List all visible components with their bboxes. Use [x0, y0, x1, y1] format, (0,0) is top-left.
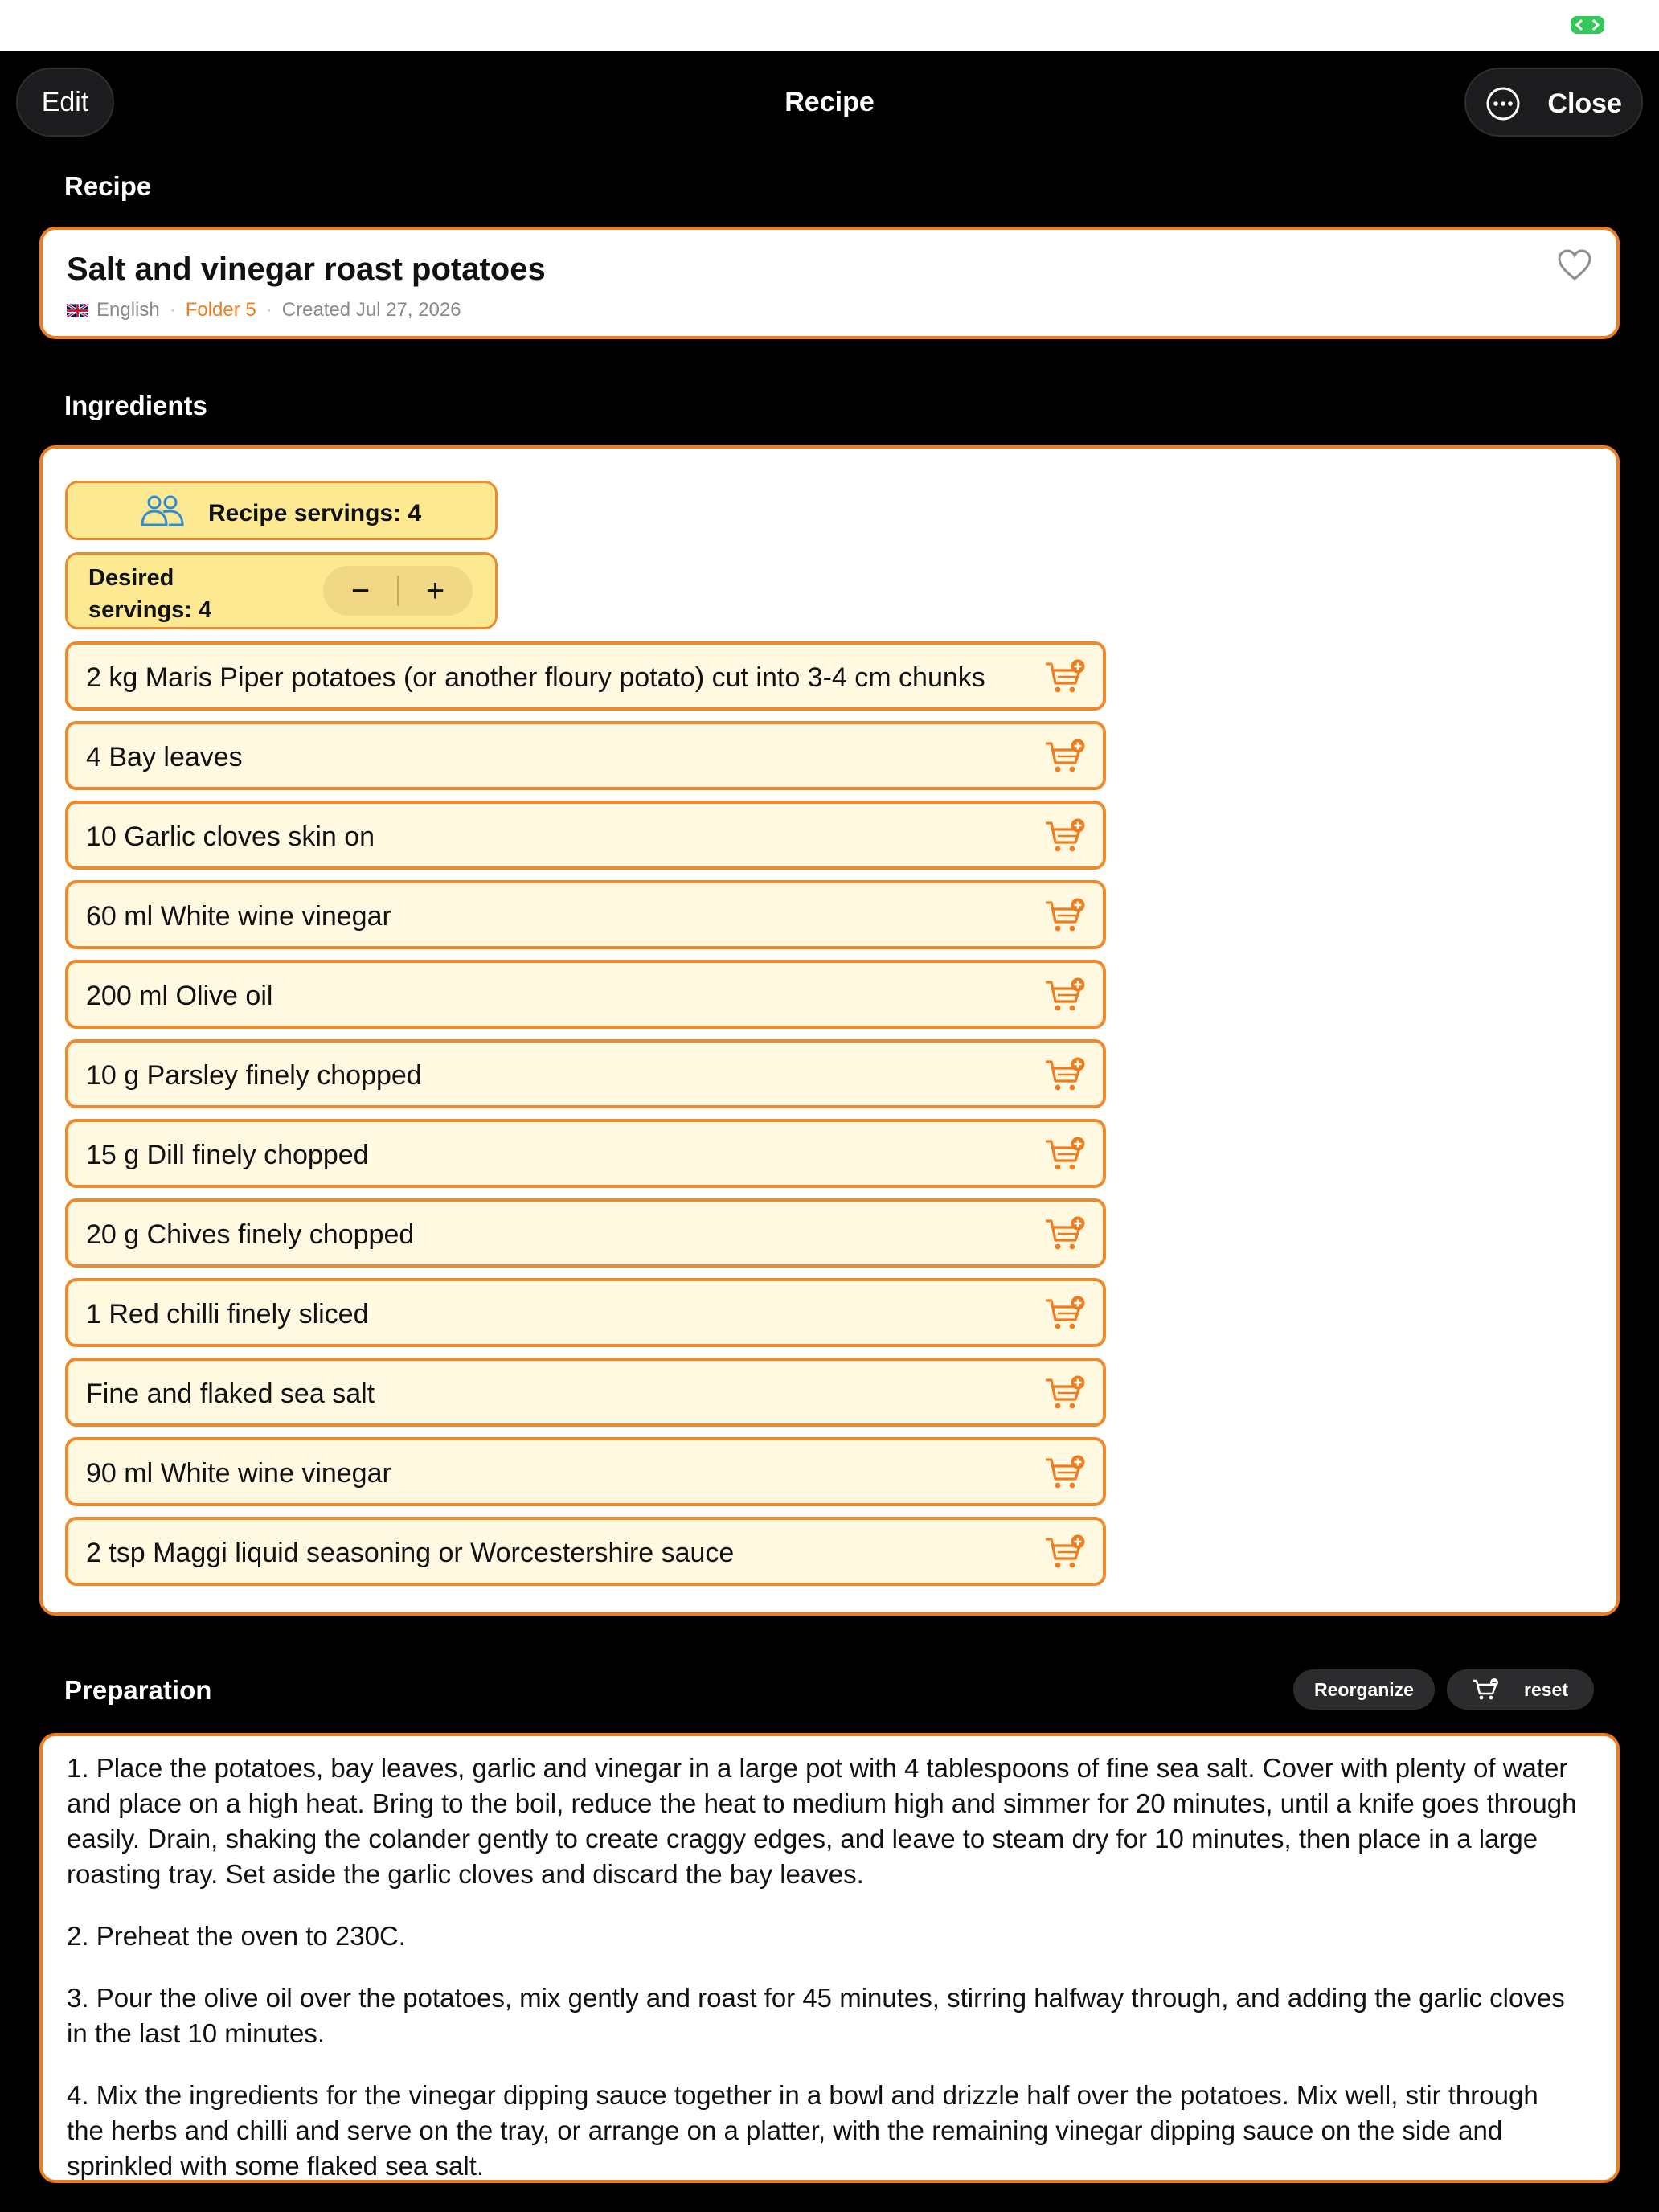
ingredient-row[interactable] — [65, 880, 1106, 949]
ingredient-text: 10 g Parsley finely chopped — [86, 1060, 422, 1091]
recipe-card — [39, 227, 1620, 339]
add-to-cart-icon[interactable] — [1043, 898, 1085, 936]
ingredient-row[interactable] — [65, 1517, 1106, 1586]
ingredient-row[interactable] — [65, 1278, 1106, 1347]
increase-servings-button[interactable]: + — [425, 572, 445, 608]
ingredient-text: 200 ml Olive oil — [86, 981, 273, 1011]
add-to-cart-icon[interactable] — [1043, 1137, 1085, 1175]
recipe-servings-label: Recipe servings: 4 — [208, 500, 422, 526]
ellipsis-circle-icon[interactable] — [1485, 86, 1521, 121]
recipe-section-label: Recipe — [64, 171, 152, 201]
ingredient-row[interactable] — [65, 1039, 1106, 1108]
preparation-step: 4. Mix the ingredients for the vinegar dipping sauce together in a bowl and drizzle half over the potatoes. Mix well, stir through the herbs and chilli and serve on the tray, or arrange on a platter, with the remaining vinegar dipping sauce on the side and sprinkled with some flaked sea salt. — [67, 2080, 1538, 2181]
navigation-bar — [0, 51, 1659, 156]
ingredient-text: 60 ml White wine vinegar — [86, 901, 391, 932]
desired-servings-box — [65, 552, 498, 629]
meta-separator: · — [169, 299, 176, 321]
uk-flag-icon — [67, 304, 88, 317]
ingredient-text: 10 Garlic cloves skin on — [86, 821, 375, 852]
screen-sharing-indicator-icon — [1571, 16, 1604, 34]
preparation-step: 1. Place the potatoes, bay leaves, garlic and vinegar in a large pot with 4 tablespoons of fine sea salt. Cover with plenty of water and place on a high heat. Bring to the boil, reduce the heat to medium high and simmer for 20 minutes, until a knife goes through easily. Drain, shaking the colander gently to create craggy edges, and leave to steam dry for 10 minutes, then place in a large roasting tray. Set aside the garlic cloves and discard the bay leaves. — [67, 1753, 1577, 1889]
ingredient-row[interactable] — [65, 641, 1106, 711]
ingredient-row[interactable] — [65, 960, 1106, 1029]
preparation-steps[interactable] — [67, 1751, 1578, 2183]
add-to-cart-icon[interactable] — [1043, 1455, 1085, 1493]
ingredients-card — [39, 445, 1620, 1616]
ingredient-row[interactable] — [65, 721, 1106, 790]
ingredient-row[interactable] — [65, 1198, 1106, 1268]
add-to-cart-icon[interactable] — [1043, 977, 1085, 1016]
recipe-created-date: Created Jul 27, 2026 — [281, 299, 461, 321]
reset-label: reset — [1524, 1678, 1568, 1700]
recipe-servings-box — [65, 481, 498, 540]
servings-stepper — [323, 566, 473, 616]
preparation-card — [39, 1733, 1620, 2183]
ingredient-row[interactable] — [65, 1119, 1106, 1188]
preparation-header — [0, 1667, 1659, 1712]
reset-cart-button[interactable] — [1447, 1669, 1594, 1710]
heart-icon[interactable] — [1557, 249, 1592, 281]
recipe-folder-link[interactable]: Folder 5 — [185, 299, 256, 321]
ingredient-row[interactable] — [65, 1437, 1106, 1506]
add-to-cart-icon[interactable] — [1043, 1057, 1085, 1096]
people-icon — [140, 494, 185, 528]
add-to-cart-icon[interactable] — [1043, 659, 1085, 698]
page-title: Recipe — [784, 87, 875, 117]
cart-reset-icon — [1471, 1677, 1500, 1702]
add-to-cart-icon[interactable] — [1043, 1375, 1085, 1414]
ingredient-text: 2 tsp Maggi liquid seasoning or Worcestershire sauce — [86, 1538, 735, 1568]
add-to-cart-icon[interactable] — [1043, 818, 1085, 857]
ingredient-text: 1 Red chilli finely sliced — [86, 1299, 369, 1329]
close-button[interactable]: Close — [1547, 88, 1622, 119]
ingredient-row[interactable] — [65, 1358, 1106, 1427]
desired-servings-label: Desired servings: 4 — [88, 565, 212, 623]
ingredient-text: 90 ml White wine vinegar — [86, 1458, 391, 1489]
nav-actions-group — [1464, 68, 1643, 137]
ingredient-text: 15 g Dill finely chopped — [86, 1140, 369, 1170]
add-to-cart-icon[interactable] — [1043, 1216, 1085, 1255]
decrease-servings-button[interactable]: − — [350, 572, 371, 608]
edit-button[interactable]: Edit — [16, 68, 114, 137]
recipe-title[interactable]: Salt and vinegar roast potatoes — [67, 252, 546, 287]
status-bar — [0, 0, 1659, 51]
ingredient-text: 2 kg Maris Piper potatoes (or another floury potato) cut into 3-4 cm chunks — [86, 662, 985, 693]
ingredient-text: 4 Bay leaves — [86, 742, 243, 772]
add-to-cart-icon[interactable] — [1043, 1296, 1085, 1334]
recipe-meta — [67, 299, 461, 322]
add-to-cart-icon[interactable] — [1043, 1534, 1085, 1573]
preparation-section-label: Preparation — [64, 1675, 212, 1705]
ingredient-text: Fine and flaked sea salt — [86, 1378, 375, 1409]
ingredient-row[interactable] — [65, 801, 1106, 870]
meta-separator: · — [265, 299, 272, 321]
ingredients-section-label: Ingredients — [64, 391, 207, 420]
recipe-language: English — [96, 299, 160, 321]
ingredient-text: 20 g Chives finely chopped — [86, 1219, 415, 1250]
preparation-step: 2. Preheat the oven to 230C. — [67, 1921, 406, 1951]
reorganize-button[interactable]: Reorganize — [1293, 1669, 1435, 1710]
add-to-cart-icon[interactable] — [1043, 739, 1085, 777]
preparation-step: 3. Pour the olive oil over the potatoes, mix gently and roast for 45 minutes, stirring halfway through, and adding the garlic cloves in the last 10 minutes. — [67, 1983, 1565, 2048]
